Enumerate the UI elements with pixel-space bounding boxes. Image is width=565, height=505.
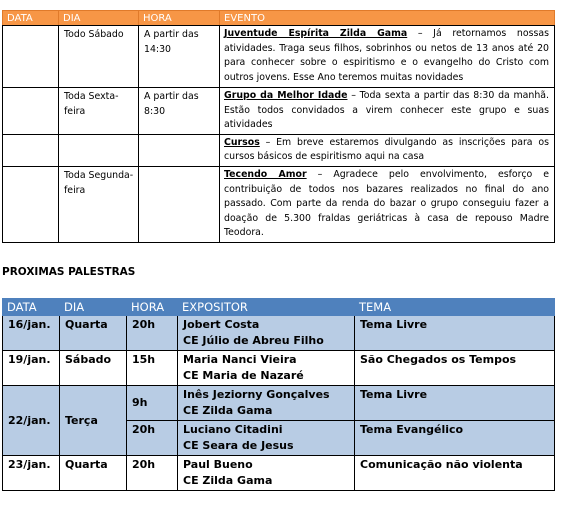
talks-table <box>2 298 555 491</box>
talks-header-tema: TEMA <box>355 299 555 316</box>
talks-header-hora: HORA <box>127 299 178 316</box>
talk-dia: Quarta <box>60 456 127 491</box>
talk-speaker-center: CE Zilda Gama <box>183 404 273 417</box>
events-table <box>2 10 555 243</box>
event-dia: Toda Sexta-feira <box>59 88 139 135</box>
event-row-melhor-idade <box>3 88 555 135</box>
event-data <box>3 88 59 135</box>
talk-speaker-center: CE Zilda Gama <box>183 474 273 487</box>
talk-row <box>3 456 555 491</box>
event-text: – Já retornamos nossas atividades. Traga seus filhos, sobrinhos ou netos de 13 anos até 20 para conhecer sobre o espiritismo e o evangelho do Cristo com outros jovens. Esse Ano teremos muitas novidades <box>224 28 549 83</box>
event-row-tecendo-amor <box>3 166 555 242</box>
talk-data: 16/jan. <box>3 316 60 351</box>
talk-speaker-name: Inês Jeziorny Gonçalves <box>183 388 330 401</box>
talks-header-expositor: EXPOSITOR <box>178 299 355 316</box>
talk-data: 23/jan. <box>3 456 60 491</box>
talk-data: 22/jan. <box>3 386 60 456</box>
events-header-data: DATA <box>3 11 59 26</box>
event-subject: Cursos <box>224 136 260 148</box>
event-row-cursos <box>3 134 555 166</box>
talk-speaker-name: Maria Nanci Vieira <box>183 353 297 366</box>
event-data <box>3 166 59 242</box>
event-data <box>3 134 59 166</box>
talk-speaker-name: Luciano Citadini <box>183 423 283 436</box>
event-hora <box>139 134 220 166</box>
talk-tema: Comunicação não violenta <box>355 456 555 491</box>
talk-tema: Tema Evangélico <box>355 421 555 456</box>
event-description <box>220 166 555 242</box>
talk-hora: 15h <box>127 351 178 386</box>
talk-hora: 20h <box>127 316 178 351</box>
events-header-row <box>3 11 555 26</box>
talk-row <box>3 316 555 351</box>
talk-dia: Sábado <box>60 351 127 386</box>
event-hora <box>139 166 220 242</box>
event-hora: A partir das 14:30 <box>139 26 220 88</box>
talk-speaker-center: CE Maria de Nazaré <box>183 369 304 382</box>
talk-speaker-name: Jobert Costa <box>183 318 260 331</box>
talk-expositor <box>178 316 355 351</box>
talk-expositor <box>178 421 355 456</box>
events-header-hora: HORA <box>139 11 220 26</box>
event-subject: Grupo da Melhor Idade <box>224 90 348 101</box>
talk-data: 19/jan. <box>3 351 60 386</box>
talk-dia: Quarta <box>60 316 127 351</box>
talk-speaker-center: CE Júlio de Abreu Filho <box>183 334 324 347</box>
event-text: – Toda sexta a partir das 8:30 da manhã. Estão todos convidados a virem conhecer este grupo e suas atividades <box>224 90 549 131</box>
events-header-dia: DIA <box>59 11 139 26</box>
event-text: – Em breve estaremos divulgando as inscrições para os cursos básicos de espiritismo aqui na casa <box>224 136 549 163</box>
talk-hora: 20h <box>127 421 178 456</box>
event-description <box>220 26 555 88</box>
talk-hora: 20h <box>127 456 178 491</box>
event-subject: Tecendo Amor <box>224 168 307 180</box>
events-header-evento: EVENTO <box>220 11 555 26</box>
talk-dia: Terça <box>60 386 127 456</box>
talk-speaker-center: CE Seara de Jesus <box>183 439 294 452</box>
event-hora: A partir das 8:30 <box>139 88 220 135</box>
talk-expositor <box>178 351 355 386</box>
section-title: PROXIMAS PALESTRAS <box>2 266 136 278</box>
talk-row <box>3 351 555 386</box>
talk-expositor <box>178 386 355 421</box>
event-dia <box>59 134 139 166</box>
talk-hora: 9h <box>127 386 178 421</box>
talk-row <box>3 386 555 421</box>
talks-header-row <box>3 299 555 316</box>
event-text: – Agradece pelo envolvimento, esforço e contribuição de todos nos bazares realizados no final do ano passado. Com parte da renda do bazar o grupo conseguiu fazer a doação de 5.300 fraldas geriátricas à casa de repouso Madre Teodora. <box>224 168 549 239</box>
talk-tema: Tema Livre <box>355 316 555 351</box>
talk-tema: São Chegados os Tempos <box>355 351 555 386</box>
event-data <box>3 26 59 88</box>
talks-header-dia: DIA <box>60 299 127 316</box>
event-row-juventude <box>3 26 555 88</box>
event-description <box>220 134 555 166</box>
talk-speaker-name: Paul Bueno <box>183 458 253 471</box>
event-dia: Todo Sábado <box>59 26 139 88</box>
talk-tema: Tema Livre <box>355 386 555 421</box>
event-dia: Toda Segunda-feira <box>59 166 139 242</box>
event-subject: Juventude Espírita Zilda Gama <box>224 28 408 39</box>
talks-header-data: DATA <box>3 299 60 316</box>
talk-expositor <box>178 456 355 491</box>
event-description <box>220 88 555 135</box>
